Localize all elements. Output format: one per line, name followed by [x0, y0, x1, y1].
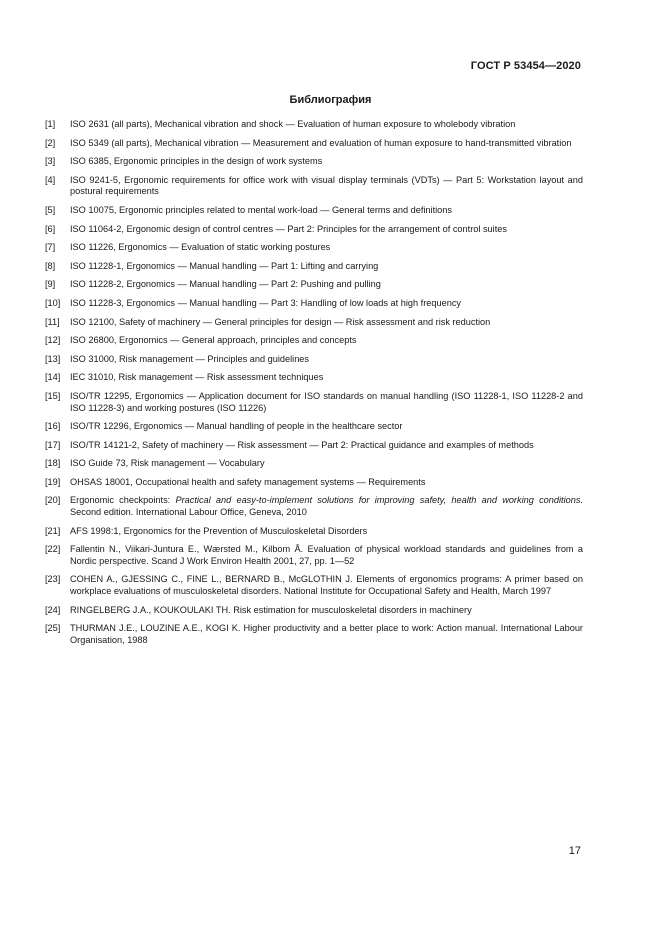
- reference-text: ISO Guide 73, Risk management — Vocabulary: [70, 458, 265, 469]
- reference-number: [6]: [45, 223, 56, 234]
- reference-text: ISO 10075, Ergonomic principles related to mental work-load — General terms and definitions: [70, 204, 452, 215]
- reference-item: [45, 317, 583, 329]
- reference-number: [7]: [45, 242, 56, 253]
- page-number: 17: [568, 845, 581, 857]
- reference-item: [45, 544, 583, 567]
- reference-number: [20]: [45, 495, 61, 506]
- reference-number: [17]: [45, 439, 61, 450]
- reference-item: [45, 440, 583, 452]
- reference-text: IEC 31010, Risk management — Risk assessment techniques: [70, 372, 324, 383]
- reference-item: [45, 298, 583, 310]
- reference-text-tail: Second edition. International Labour Office, Geneva, 2010: [70, 507, 307, 518]
- reference-text-lead: Ergonomic checkpoints:: [70, 495, 176, 506]
- reference-number: [4]: [45, 174, 56, 185]
- reference-item: [45, 458, 583, 470]
- reference-text: OHSAS 18001, Occupational health and safety management systems — Requirements: [70, 476, 426, 487]
- reference-item: [45, 175, 583, 198]
- reference-item: [45, 261, 583, 273]
- reference-item: [45, 391, 583, 414]
- reference-text: ISO 26800, Ergonomics — General approach, principles and concepts: [70, 335, 357, 346]
- reference-list: [45, 119, 583, 646]
- reference-text: ISO 12100, Safety of machinery — General principles for design — Risk assessment and risk reduction: [70, 316, 491, 327]
- document-code: ГОСТ Р 53454—2020: [470, 60, 581, 72]
- reference-item: [45, 156, 583, 168]
- reference-text: THURMAN J.E., LOUZINE A.E., KOGI K. Higher productivity and a better place to work: Action manual. International Labour Organisation, 1988: [70, 623, 583, 645]
- reference-number: [9]: [45, 279, 56, 290]
- reference-text: ISO 6385, Ergonomic principles in the design of work systems: [70, 156, 323, 167]
- reference-number: [16]: [45, 421, 61, 432]
- reference-number: [15]: [45, 390, 61, 401]
- reference-number: [24]: [45, 604, 61, 615]
- reference-text: ISO/TR 12296, Ergonomics — Manual handling of people in the healthcare sector: [70, 421, 403, 432]
- reference-text: Fallentin N., Viikari-Juntura E., Wærsted M., Kilbom Å. Evaluation of physical workload standards and guidelines from a Nordic perspective. Scand J Work Environ Health 2001, 27, pp. 1—52: [70, 544, 583, 566]
- reference-number: [21]: [45, 525, 61, 536]
- reference-item: [45, 119, 583, 131]
- reference-item: [45, 526, 583, 538]
- reference-item: [45, 477, 583, 489]
- reference-number: [22]: [45, 544, 61, 555]
- reference-text: ISO 11228-3, Ergonomics — Manual handling — Part 3: Handling of low loads at high frequency: [70, 297, 462, 308]
- reference-number: [5]: [45, 204, 56, 215]
- reference-number: [1]: [45, 119, 56, 129]
- reference-item: [45, 574, 583, 597]
- reference-item: [45, 242, 583, 254]
- reference-text: AFS 1998:1, Ergonomics for the Prevention of Musculoskeletal Disorders: [70, 525, 368, 536]
- reference-number: [18]: [45, 458, 61, 469]
- reference-number: [25]: [45, 623, 61, 634]
- reference-item: [45, 605, 583, 617]
- reference-text: ISO 9241-5, Ergonomic requirements for office work with visual display terminals (VDTs) — Part 5: Workstation layout and postural requirements: [70, 174, 583, 197]
- reference-item: [45, 205, 583, 217]
- reference-number: [13]: [45, 353, 61, 364]
- reference-number: [10]: [45, 297, 61, 308]
- section-title: Библиография: [289, 94, 372, 106]
- reference-text: ISO/TR 12295, Ergonomics — Application document for ISO standards on manual handling (ISO 11228-1, ISO 11228-2 and ISO 11228-3) and working postures (ISO 11226): [70, 390, 583, 413]
- reference-item: [45, 372, 583, 384]
- reference-item: [45, 623, 583, 646]
- reference-text: ISO 11226, Ergonomics — Evaluation of static working postures: [70, 242, 331, 253]
- reference-item: [45, 279, 583, 291]
- reference-text: ISO 2631 (all parts), Mechanical vibration and shock — Evaluation of human exposure to wholebody vibration: [70, 119, 516, 129]
- reference-text: ISO 11228-2, Ergonomics — Manual handling — Part 2: Pushing and pulling: [70, 279, 381, 290]
- reference-number: [11]: [45, 316, 60, 327]
- reference-text: ISO 31000, Risk management — Principles and guidelines: [70, 353, 310, 364]
- reference-number: [2]: [45, 137, 56, 148]
- reference-text: COHEN A., GJESSING C., FINE L., BERNARD B., McGLOTHIN J. Elements of ergonomics programs: A primer based on workplace evaluations of musculoskeletal disorders. National Institute for Occupational Safety and Health, March 1997: [70, 574, 583, 597]
- reference-number: [3]: [45, 156, 56, 167]
- reference-text: ISO 11228-1, Ergonomics — Manual handling — Part 1: Lifting and carrying: [70, 260, 379, 271]
- reference-text-italic: Practical and easy-to-implement solutions for improving safety, health and working conditions.: [175, 495, 583, 506]
- reference-text: ISO 5349 (all parts), Mechanical vibration — Measurement and evaluation of human exposure to hand-transmitted vibration: [70, 137, 572, 148]
- reference-item: [45, 138, 583, 150]
- reference-number: [23]: [45, 574, 61, 585]
- reference-item: [45, 421, 583, 433]
- reference-number: [12]: [45, 335, 61, 346]
- reference-text: [70, 495, 583, 518]
- reference-text: ISO 11064-2, Ergonomic design of control centres — Part 2: Principles for the arrangement of control suites: [70, 223, 507, 234]
- reference-item: [45, 224, 583, 236]
- reference-item: [45, 354, 583, 366]
- reference-number: [8]: [45, 260, 56, 271]
- reference-item: [45, 335, 583, 347]
- reference-text: RINGELBERG J.A., KOUKOULAKI TH. Risk estimation for musculoskeletal disorders in machinery: [70, 604, 472, 615]
- reference-number: [14]: [45, 372, 61, 383]
- reference-item: [45, 495, 583, 518]
- reference-number: [19]: [45, 476, 61, 487]
- reference-text: ISO/TR 14121-2, Safety of machinery — Risk assessment — Part 2: Practical guidance and examples of methods: [70, 439, 534, 450]
